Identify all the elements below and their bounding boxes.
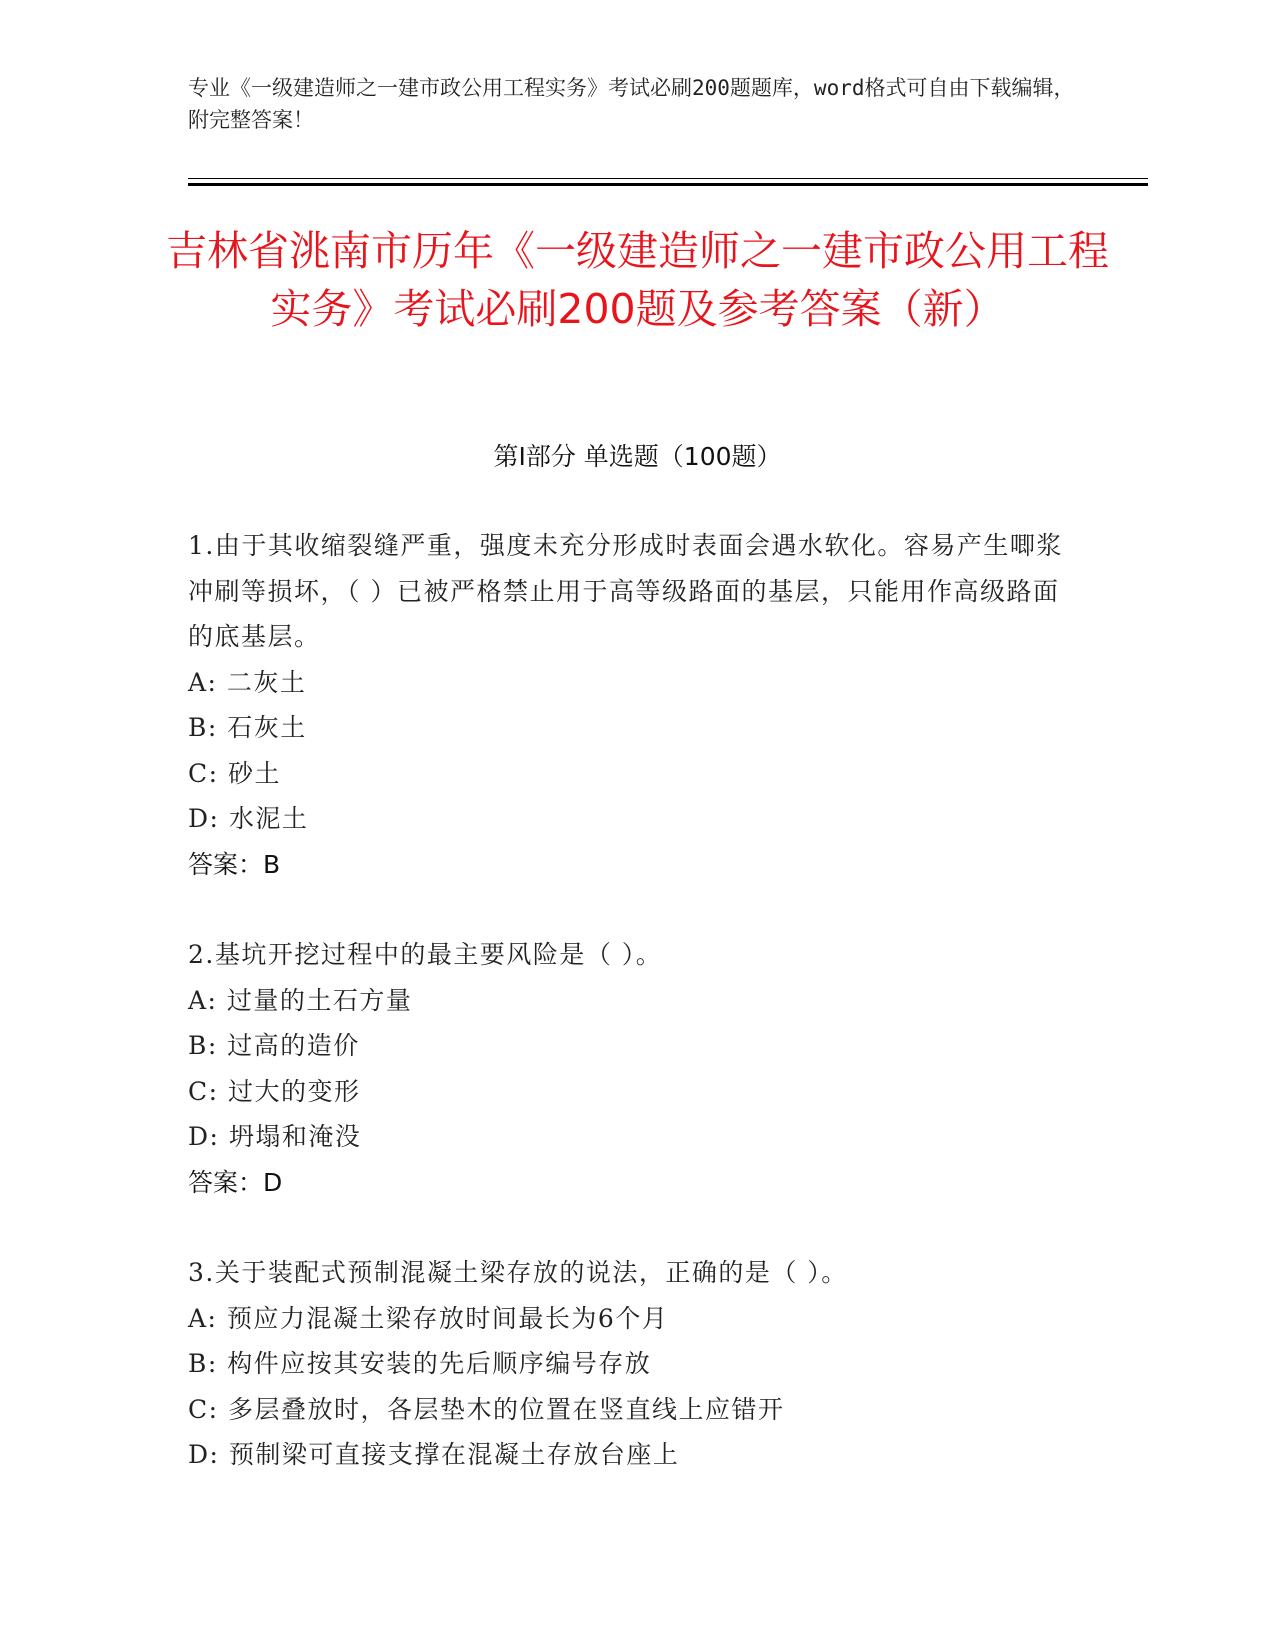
option-a: A: 二灰土: [188, 667, 307, 697]
option-b: B: 石灰土: [188, 713, 307, 742]
question-stem: 1.由于其收缩裂缝严重，强度未充分形成时表面会遇水软化。容易产生唧浆冲刷等损坏，（ ）已被严格禁止用于高等级路面的基层，只能用作高级路面的底基层。: [188, 531, 1063, 651]
header-note: 专业《一级建造师之一建市政公用工程实务》考试必刷200题题库，word格式可自由下载编辑，附完整答案！: [188, 76, 1075, 132]
option-a: A: 预应力混凝土梁存放时间最长为6个月: [188, 1303, 669, 1333]
option-a: A: 过量的土石方量: [188, 985, 413, 1015]
option-d: D: 预制梁可直接支撑在混凝土存放台座上: [188, 1440, 680, 1469]
option-c: C: 多层叠放时，各层垫木的位置在竖直线上应错开: [188, 1394, 785, 1424]
header-rule-thin: [188, 178, 1148, 179]
question-stem: 2.基坑开挖过程中的最主要风险是（ ）。: [188, 940, 663, 969]
question-3: [188, 1250, 1068, 1478]
option-d: D: 水泥土: [188, 804, 309, 833]
document-title: 吉林省洮南市历年《一级建造师之一建市政公用工程实务》考试必刷200题及参考答案（新）: [166, 227, 1109, 333]
header-rule-thick: [188, 183, 1148, 186]
answer: 答案：B: [188, 849, 281, 879]
question-list: [188, 523, 1068, 1523]
question-1: [188, 523, 1068, 887]
option-c: C: 砂土: [188, 758, 281, 788]
answer: 答案：D: [188, 1167, 283, 1197]
option-b: B: 构件应按其安装的先后顺序编号存放: [188, 1349, 652, 1378]
question-stem: 3.关于装配式预制混凝土梁存放的说法，正确的是（ ）。: [188, 1258, 848, 1287]
option-c: C: 过大的变形: [188, 1076, 361, 1106]
option-b: B: 过高的造价: [188, 1031, 360, 1060]
option-d: D: 坍塌和淹没: [188, 1122, 362, 1151]
question-2: [188, 932, 1068, 1205]
section-heading: 第Ⅰ部分 单选题（100题）: [493, 442, 782, 471]
